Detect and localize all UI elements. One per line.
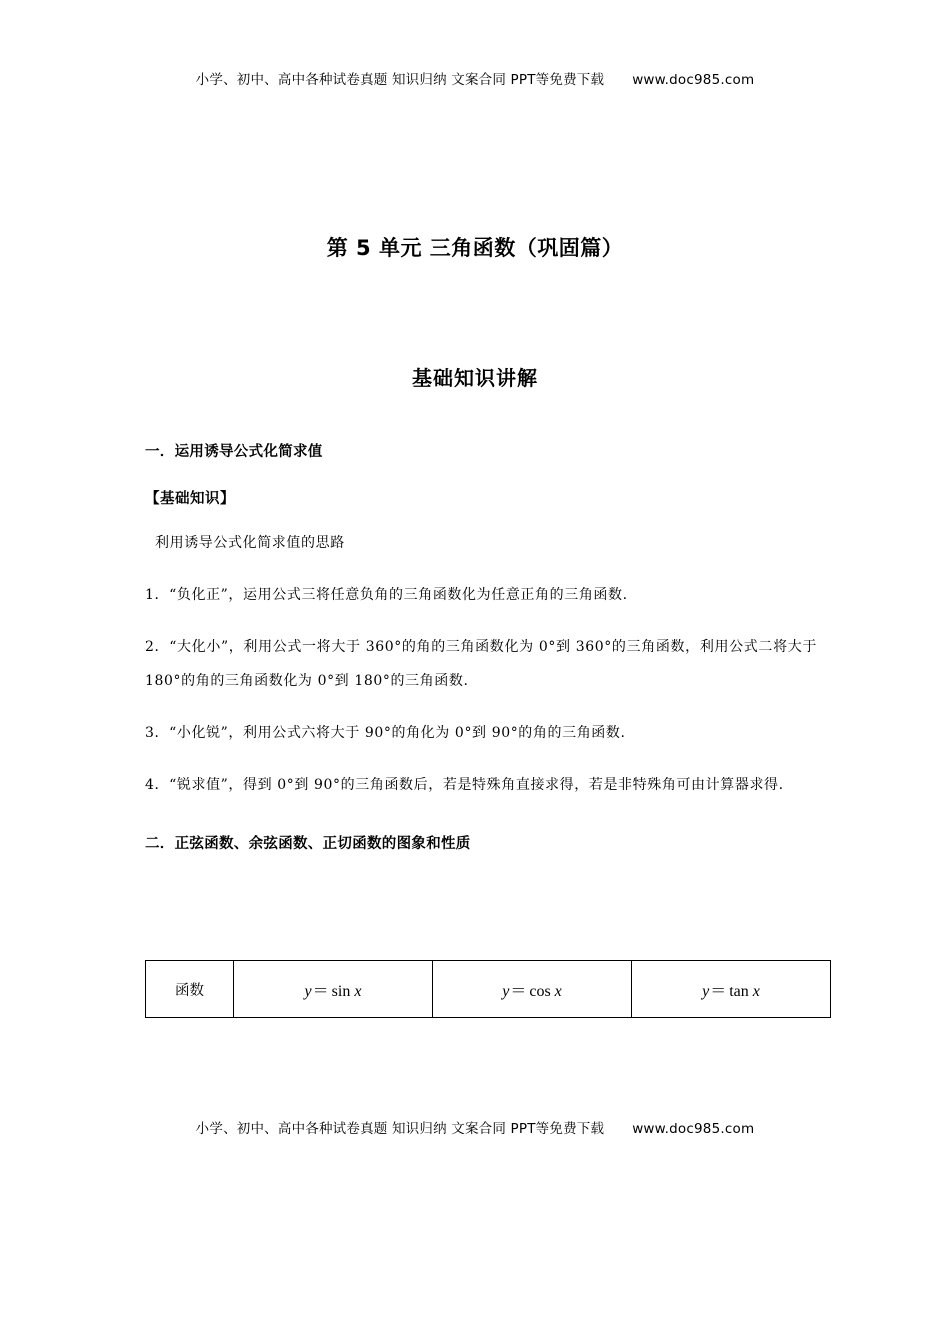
page-footer [0, 1117, 950, 1137]
math-variable-x: x [354, 982, 362, 1000]
math-function-name: cos [529, 982, 551, 1000]
math-variable-x: x [752, 982, 760, 1000]
table-cell-tangent [632, 961, 831, 1018]
table-cell-cosine [433, 961, 632, 1018]
table-cell-sine [234, 961, 433, 1018]
header-text: 小学、初中、高中各种试卷真题 知识归纳 文案合同 PPT等免费下载 [195, 72, 605, 88]
page-title: 第 5 单元 三角函数（巩固篇） [326, 236, 624, 260]
math-variable-y: y [304, 982, 312, 1000]
list-item: 2．“大化小”，利用公式一将大于 360°的角的三角函数化为 0°到 360°的三角函数，利用公式二将大于 180°的角的三角函数化为 0°到 180°的三角函数. [145, 639, 817, 689]
math-variable-x: x [554, 982, 562, 1000]
list-item: 4．“锐求值”，得到 0°到 90°的三角函数后，若是特殊角直接求得，若是非特殊角可由计算器求得. [145, 777, 784, 793]
math-operator-equals: ＝ [312, 982, 329, 1000]
lead-paragraph: 利用诱导公式化简求值的思路 [155, 535, 345, 551]
function-properties-table [145, 960, 818, 1018]
page-header [0, 68, 950, 88]
table-row [146, 961, 831, 1018]
footer-text: 小学、初中、高中各种试卷真题 知识归纳 文案合同 PPT等免费下载 [195, 1121, 605, 1137]
section-title: 基础知识讲解 [412, 366, 538, 390]
math-variable-y: y [702, 982, 710, 1000]
math-function-name: sin [331, 982, 351, 1000]
footer-website: www.doc985.com [632, 1121, 755, 1137]
math-operator-equals: ＝ [710, 982, 727, 1000]
heading-section-one: 一．运用诱导公式化简求值 [145, 444, 323, 460]
list-item: 3．“小化锐”，利用公式六将大于 90°的角化为 0°到 90°的角的三角函数. [145, 725, 626, 741]
subheading-basic-knowledge: 【基础知识】 [145, 490, 235, 507]
document-body [145, 440, 817, 853]
table-cell-row-label: 函数 [146, 961, 234, 1018]
math-variable-y: y [502, 982, 510, 1000]
heading-section-two: 二．正弦函数、余弦函数、正切函数的图象和性质 [145, 836, 471, 852]
list-item: 1．“负化正”，运用公式三将任意负角的三角函数化为任意正角的三角函数. [145, 587, 628, 603]
math-function-name: tan [729, 982, 749, 1000]
math-operator-equals: ＝ [510, 982, 527, 1000]
header-website: www.doc985.com [632, 72, 755, 88]
